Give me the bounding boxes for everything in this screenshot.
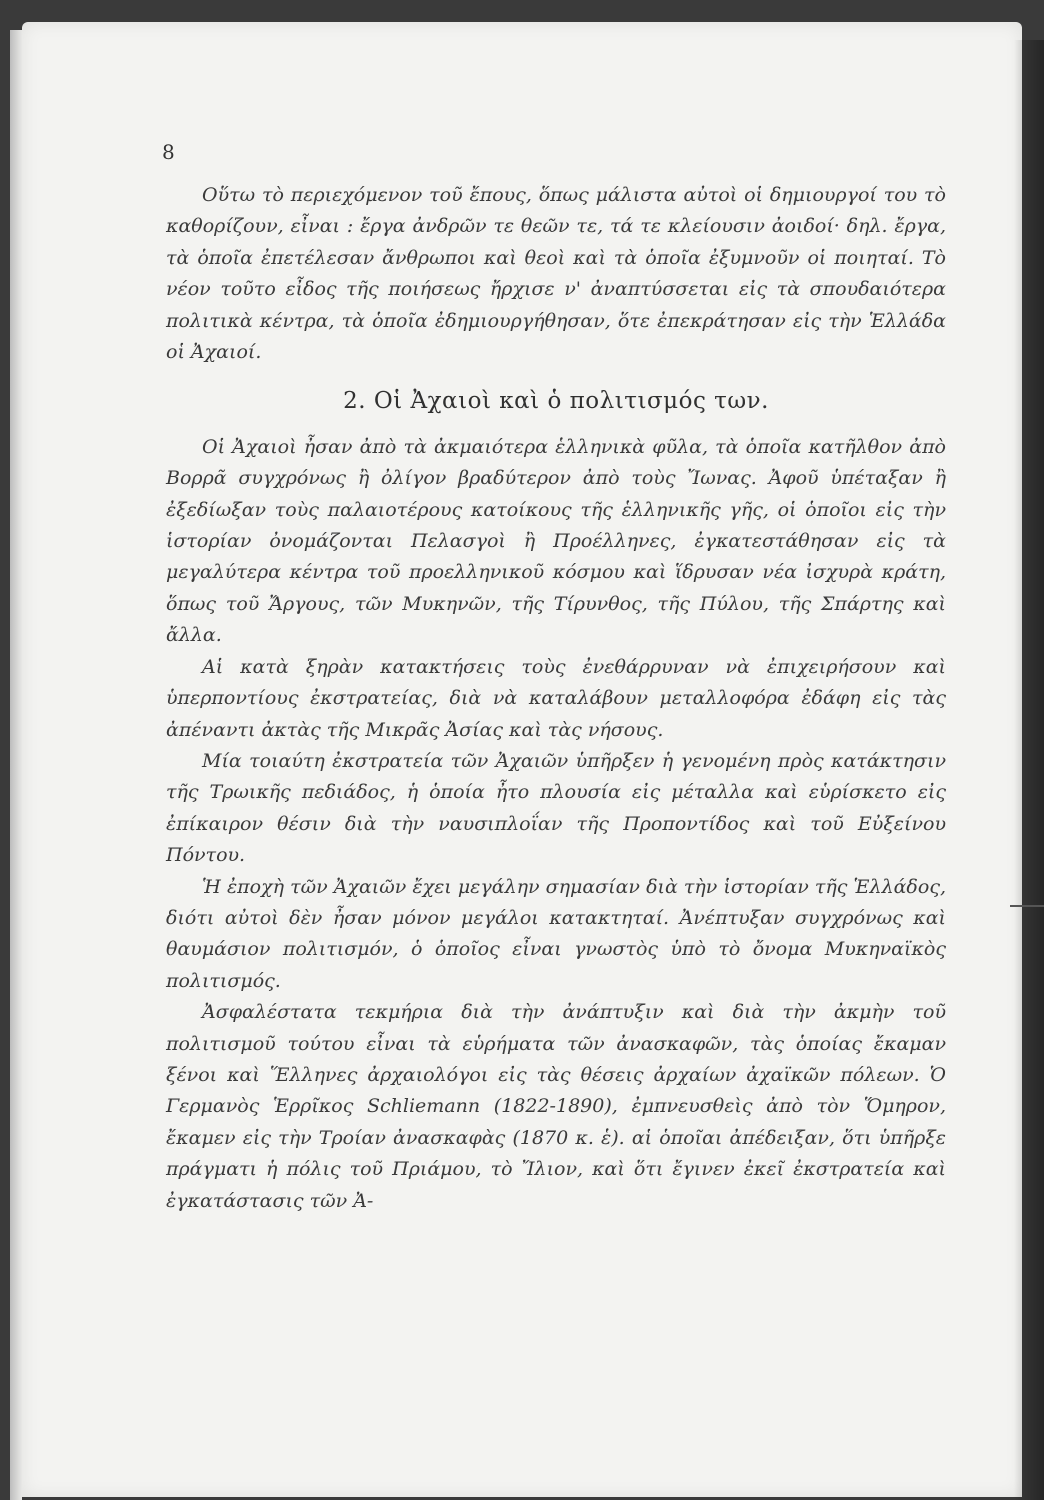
paragraph-trojan-expedition: Μία τοιαύτη ἐκστρατεία τῶν Ἀχαιῶν ὑπῆρξεν ἡ γενομένη πρὸς κατάκτησιν τῆς Τρωικῆς πεδιάδος, ἡ ὁποία ἦτο πλουσία εἰς μέταλλα καὶ εὑρίσκετο εἰς ἐπίκαιρον θέσιν διὰ τὴν ναυσιπλοΐαν τῆς Προποντίδος καὶ τοῦ Εὐξείνου Πόντου. (166, 749, 946, 867)
page-number: 8 (162, 140, 175, 164)
paragraph-achaeans-origin: Οἱ Ἀχαιοὶ ἦσαν ἀπὸ τὰ ἀκμαιότερα ἑλληνικὰ φῦλα, τὰ ὁποῖα κατῆλθον ἀπὸ Βορρᾶ συγχρόνως ἢ ὀλίγον βραδύτερον ἀπὸ τοὺς Ἴωνας. Ἀφοῦ ὑπέταξαν ἢ ἐξεδίωξαν τοὺς παλαιοτέρους κατοίκους τῆς ἑλληνικῆς γῆς, οἱ ὁποῖοι εἰς τὴν ἱστορίαν ὀνομάζονται Πελασγοὶ ἢ Προέλληνες, ἐγκατεστάθησαν εἰς τὰ μεγαλύτερα κέντρα τοῦ προελληνικοῦ κόσμου καὶ ἵδρυσαν νέα ἰσχυρὰ κράτη, ὅπως τοῦ Ἄργους, τῶν Μυκηνῶν, τῆς Τίρυνθος, τῆς Πύλου, τῆς Σπάρτης καὶ ἄλλα. (166, 435, 946, 647)
margin-mark (1010, 905, 1044, 907)
gutter-shadow (1014, 40, 1044, 1500)
paragraph-excavations: Ἀσφαλέστατα τεκμήρια διὰ τὴν ἀνάπτυξιν καὶ διὰ τὴν ἀκμὴν τοῦ πολιτισμοῦ τούτου εἶναι τὰ εὑρήματα τῶν ἀνασκαφῶν, τὰς ὁποίας ἔκαμαν ξένοι καὶ Ἕλληνες ἀρχαιολόγοι εἰς τὰς θέσεις ἀρχαίων ἀχαϊκῶν πόλεων. Ὁ Γερμανὸς Ἑρρῖκος Schliemann (1822-1890), ἐμπνευσθεὶς ἀπὸ τὸν Ὅμηρον, ἔκαμεν εἰς τὴν Τροίαν ἀνασκαφὰς (1870 κ. ἑ). αἱ ὁποῖαι ἀπέδειξαν, ὅτι ὑπῆρξε πράγματι ἡ πόλις τοῦ Πριάμου, τὸ Ἴλιον, καὶ ὅτι ἔγινεν ἐκεῖ ἐκστρατεία καὶ ἐγκατάστασις τῶν Ἀ- (166, 1001, 946, 1212)
paragraph-mycenaean-civilization: Ἡ ἐποχὴ τῶν Ἀχαιῶν ἔχει μεγάλην σημασίαν διὰ τὴν ἱστορίαν τῆς Ἑλλάδος, διότι αὐτοὶ δὲν ἦσαν μόνον μεγάλοι κατακτηταί. Ἀνέπτυξαν συγχρόνως καὶ θαυμάσιον πολιτισμόν, ὁ ὁποῖος εἶναι γνωστὸς ὑπὸ τὸ ὄνομα Μυκηναϊκὸς πολιτισμός. (166, 875, 946, 992)
paragraph-epic-content: Οὕτω τὸ περιεχόμενον τοῦ ἔπους, ὅπως μάλιστα αὐτοὶ οἱ δημιουργοί του τὸ καθορίζουν, εἶναι : ἔργα ἀνδρῶν τε θεῶν τε, τά τε κλείουσιν ἀοιδοί· δηλ. ἔργα, τὰ ὁποῖα ἐπετέλεσαν ἄνθρωποι καὶ θεοὶ καὶ τὰ ὁποῖα ἐξυμνοῦν οἱ ποιηταί. Τὸ νέον τοῦτο εἶδος τῆς ποιήσεως ἤρχισε ν' ἀναπτύσσεται εἰς τὰ σπουδαιότερα πολιτικὰ κέντρα, τὰ ὁποῖα ἐδημιουργήθησαν, ὅτε ἐπεκράτησαν εἰς τὴν Ἑλλάδα οἱ Ἀχαιοί. (166, 184, 946, 364)
book-left-edge (10, 30, 22, 1500)
paragraph-overseas-expeditions: Αἱ κατὰ ξηρὰν κατακτήσεις τοὺς ἐνεθάρρυναν νὰ ἐπιχειρήσουν καὶ ὑπερποντίους ἐκστρατείας, διὰ νὰ καταλάβουν μεταλλοφόρα ἐδάφη εἰς τὰς ἀπέναντι ἀκτὰς τῆς Μικρᾶς Ἀσίας καὶ τὰς νήσους. (166, 655, 946, 741)
section-heading: 2. Οἱ Ἀχαιοὶ καὶ ὁ πολιτισμός των. (343, 388, 769, 415)
page-body (166, 180, 946, 1217)
